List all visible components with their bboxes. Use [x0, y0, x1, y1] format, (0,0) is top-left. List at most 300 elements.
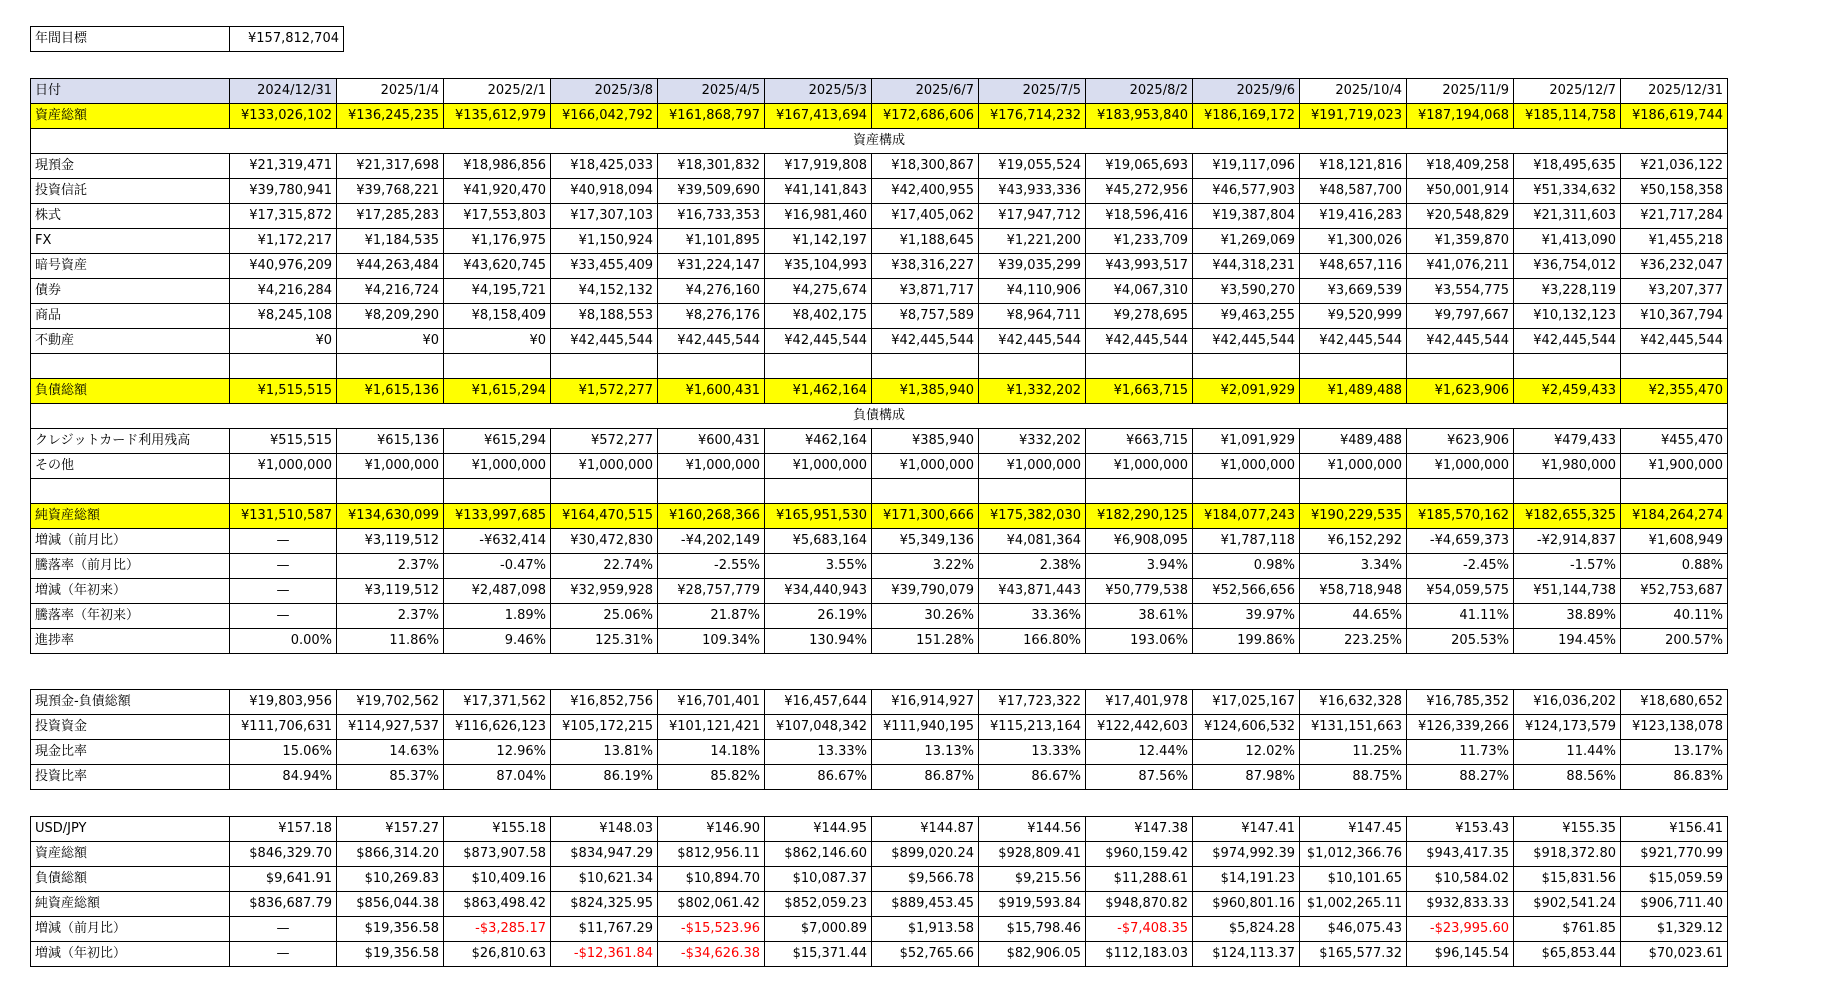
stat-row-cell[interactable]: 11.86%	[337, 629, 444, 654]
stat-row-cell[interactable]: 44.65%	[1300, 604, 1407, 629]
usd-row-cell[interactable]: $921,770.99	[1621, 842, 1728, 867]
cash-row-cell[interactable]: ¥19,803,956	[230, 690, 337, 715]
net-assets-row-cell[interactable]: ¥182,655,325	[1514, 504, 1621, 529]
total-liabilities-row-cell[interactable]: ¥1,462,164	[765, 379, 872, 404]
total-liabilities-row-cell[interactable]: ¥1,663,715	[1086, 379, 1193, 404]
usd-row-cell[interactable]: -$34,626.38	[658, 942, 765, 967]
usd-row-cell[interactable]: $11,288.61	[1086, 867, 1193, 892]
asset-row-label[interactable]: 債券	[31, 279, 230, 304]
cash-row-cell[interactable]: ¥16,701,401	[658, 690, 765, 715]
asset-row-cell[interactable]: ¥1,184,535	[337, 229, 444, 254]
liability-row-cell[interactable]: ¥462,164	[765, 429, 872, 454]
cash-row-cell[interactable]: ¥131,151,663	[1300, 715, 1407, 740]
asset-row-cell[interactable]: ¥1,221,200	[979, 229, 1086, 254]
cash-row-cell[interactable]: 12.96%	[444, 740, 551, 765]
usd-row-cell[interactable]: —	[230, 917, 337, 942]
asset-row-cell[interactable]: ¥3,590,270	[1193, 279, 1300, 304]
usd-row-label[interactable]: 増減（年初比）	[31, 942, 230, 967]
usd-row-cell[interactable]: $802,061.42	[658, 892, 765, 917]
total-assets-row-cell[interactable]: ¥183,953,840	[1086, 104, 1193, 129]
usd-row-cell[interactable]: $873,907.58	[444, 842, 551, 867]
stat-row-cell[interactable]: ¥52,566,656	[1193, 579, 1300, 604]
usd-row-cell[interactable]: $10,584.02	[1407, 867, 1514, 892]
stat-row-cell[interactable]: 25.06%	[551, 604, 658, 629]
cash-row-cell[interactable]: 12.02%	[1193, 740, 1300, 765]
cash-row-cell[interactable]: ¥105,172,215	[551, 715, 658, 740]
stat-row-cell[interactable]: —	[230, 554, 337, 579]
asset-row-label[interactable]: 商品	[31, 304, 230, 329]
cash-row-cell[interactable]: 12.44%	[1086, 740, 1193, 765]
total-assets-row-cell[interactable]: ¥167,413,694	[765, 104, 872, 129]
net-assets-row-cell[interactable]: ¥164,470,515	[551, 504, 658, 529]
stat-row-cell[interactable]: 21.87%	[658, 604, 765, 629]
total-liabilities-row-cell[interactable]: ¥1,615,294	[444, 379, 551, 404]
usd-row-cell[interactable]: $906,711.40	[1621, 892, 1728, 917]
usd-row-cell[interactable]: $10,621.34	[551, 867, 658, 892]
date-header-cell[interactable]: 2025/12/31	[1621, 79, 1728, 104]
total-liabilities-row-cell[interactable]: ¥2,459,433	[1514, 379, 1621, 404]
asset-row-cell[interactable]: ¥21,311,603	[1514, 204, 1621, 229]
annual-goal-value[interactable]: ¥157,812,704	[230, 27, 344, 52]
asset-row-cell[interactable]: ¥42,445,544	[1300, 329, 1407, 354]
cash-row-cell[interactable]: ¥107,048,342	[765, 715, 872, 740]
date-header-cell[interactable]: 2025/11/9	[1407, 79, 1514, 104]
usd-row-cell[interactable]: $889,453.45	[872, 892, 979, 917]
asset-row-cell[interactable]: ¥3,871,717	[872, 279, 979, 304]
asset-row-cell[interactable]: ¥35,104,993	[765, 254, 872, 279]
usd-row-cell[interactable]: $70,023.61	[1621, 942, 1728, 967]
cash-row-cell[interactable]: 11.73%	[1407, 740, 1514, 765]
asset-row-cell[interactable]: ¥43,933,336	[979, 179, 1086, 204]
asset-row-cell[interactable]: ¥42,445,544	[551, 329, 658, 354]
stat-row-cell[interactable]: -2.55%	[658, 554, 765, 579]
usd-row-cell[interactable]: $11,767.29	[551, 917, 658, 942]
cash-row-cell[interactable]: ¥17,025,167	[1193, 690, 1300, 715]
asset-row-cell[interactable]: ¥39,035,299	[979, 254, 1086, 279]
empty-cell[interactable]	[872, 479, 979, 504]
date-header-cell[interactable]: 2025/5/3	[765, 79, 872, 104]
asset-row-cell[interactable]: ¥50,001,914	[1407, 179, 1514, 204]
usd-row-cell[interactable]: $10,269.83	[337, 867, 444, 892]
cash-row-cell[interactable]: ¥111,940,195	[872, 715, 979, 740]
usd-row-cell[interactable]: $948,870.82	[1086, 892, 1193, 917]
stat-row-cell[interactable]: 2.37%	[337, 604, 444, 629]
asset-row-cell[interactable]: ¥9,797,667	[1407, 304, 1514, 329]
usd-row-cell[interactable]: $7,000.89	[765, 917, 872, 942]
cash-row-cell[interactable]: ¥126,339,266	[1407, 715, 1514, 740]
total-liabilities-row-cell[interactable]: ¥2,091,929	[1193, 379, 1300, 404]
date-header-cell[interactable]: 2025/8/2	[1086, 79, 1193, 104]
asset-row-cell[interactable]: ¥8,276,176	[658, 304, 765, 329]
net-assets-row-cell[interactable]: ¥131,510,587	[230, 504, 337, 529]
liability-row-cell[interactable]: ¥615,136	[337, 429, 444, 454]
net-assets-row-cell[interactable]: ¥185,570,162	[1407, 504, 1514, 529]
asset-row-cell[interactable]: ¥42,445,544	[872, 329, 979, 354]
usd-row-cell[interactable]: $9,215.56	[979, 867, 1086, 892]
cash-row-label[interactable]: 現金比率	[31, 740, 230, 765]
usd-row-cell[interactable]: $96,145.54	[1407, 942, 1514, 967]
stat-row-cell[interactable]: 194.45%	[1514, 629, 1621, 654]
usd-row-cell[interactable]: $124,113.37	[1193, 942, 1300, 967]
usd-row-cell[interactable]: $1,002,265.11	[1300, 892, 1407, 917]
asset-row-cell[interactable]: ¥18,596,416	[1086, 204, 1193, 229]
usd-row-cell[interactable]: $15,371.44	[765, 942, 872, 967]
usd-row-cell[interactable]: $918,372.80	[1514, 842, 1621, 867]
net-assets-row-cell[interactable]: ¥165,951,530	[765, 504, 872, 529]
asset-row-cell[interactable]: ¥42,445,544	[1514, 329, 1621, 354]
stat-row-cell[interactable]: 38.61%	[1086, 604, 1193, 629]
total-assets-row-cell[interactable]: ¥185,114,758	[1514, 104, 1621, 129]
usd-row-cell[interactable]: $65,853.44	[1514, 942, 1621, 967]
asset-row-label[interactable]: 現預金	[31, 154, 230, 179]
net-assets-row-cell[interactable]: ¥133,997,685	[444, 504, 551, 529]
stat-row-cell[interactable]: 2.37%	[337, 554, 444, 579]
net-assets-row-cell[interactable]: ¥134,630,099	[337, 504, 444, 529]
stat-row-cell[interactable]: 30.26%	[872, 604, 979, 629]
usd-row-cell[interactable]: $862,146.60	[765, 842, 872, 867]
date-header-cell[interactable]: 2024/12/31	[230, 79, 337, 104]
usd-row-cell[interactable]: $902,541.24	[1514, 892, 1621, 917]
stat-row-cell[interactable]: -¥2,914,837	[1514, 529, 1621, 554]
date-header-cell[interactable]: 2025/12/7	[1514, 79, 1621, 104]
usd-row-cell[interactable]: -$7,408.35	[1086, 917, 1193, 942]
stat-row-cell[interactable]: 3.55%	[765, 554, 872, 579]
cash-row-cell[interactable]: 14.63%	[337, 740, 444, 765]
cash-row-cell[interactable]: 87.56%	[1086, 765, 1193, 790]
asset-row-cell[interactable]: ¥48,587,700	[1300, 179, 1407, 204]
total-assets-row-cell[interactable]: ¥186,169,172	[1193, 104, 1300, 129]
asset-row-cell[interactable]: ¥19,416,283	[1300, 204, 1407, 229]
empty-cell[interactable]	[1193, 479, 1300, 504]
empty-cell[interactable]	[1086, 354, 1193, 379]
asset-row-cell[interactable]: ¥8,964,711	[979, 304, 1086, 329]
usd-row-cell[interactable]: $10,101.65	[1300, 867, 1407, 892]
empty-cell[interactable]	[551, 479, 658, 504]
liability-row-cell[interactable]: ¥663,715	[1086, 429, 1193, 454]
cash-row-cell[interactable]: 86.83%	[1621, 765, 1728, 790]
stat-row-label[interactable]: 騰落率（前月比）	[31, 554, 230, 579]
empty-cell[interactable]	[1086, 479, 1193, 504]
stat-row-cell[interactable]: 26.19%	[765, 604, 872, 629]
empty-cell[interactable]	[765, 354, 872, 379]
stat-row-label[interactable]: 増減（年初来）	[31, 579, 230, 604]
asset-row-cell[interactable]: ¥8,188,553	[551, 304, 658, 329]
asset-row-label[interactable]: 暗号資産	[31, 254, 230, 279]
usd-row-cell[interactable]: $19,356.58	[337, 942, 444, 967]
usd-row-cell[interactable]: $852,059.23	[765, 892, 872, 917]
asset-row-cell[interactable]: ¥1,269,069	[1193, 229, 1300, 254]
asset-row-cell[interactable]: ¥1,188,645	[872, 229, 979, 254]
stat-row-cell[interactable]: —	[230, 579, 337, 604]
liability-row-cell[interactable]: ¥479,433	[1514, 429, 1621, 454]
liability-row-cell[interactable]: ¥1,000,000	[1086, 454, 1193, 479]
asset-row-cell[interactable]: ¥41,920,470	[444, 179, 551, 204]
usd-row-cell[interactable]: ¥144.87	[872, 817, 979, 842]
liability-row-cell[interactable]: ¥1,000,000	[872, 454, 979, 479]
cash-row-cell[interactable]: ¥18,680,652	[1621, 690, 1728, 715]
asset-row-cell[interactable]: ¥18,409,258	[1407, 154, 1514, 179]
stat-row-cell[interactable]: ¥5,683,164	[765, 529, 872, 554]
stat-row-cell[interactable]: -¥4,202,149	[658, 529, 765, 554]
asset-row-cell[interactable]: ¥44,263,484	[337, 254, 444, 279]
cash-row-cell[interactable]: ¥19,702,562	[337, 690, 444, 715]
asset-row-cell[interactable]: ¥8,402,175	[765, 304, 872, 329]
cash-row-cell[interactable]: ¥122,442,603	[1086, 715, 1193, 740]
asset-row-cell[interactable]: ¥3,669,539	[1300, 279, 1407, 304]
liability-row-cell[interactable]: ¥1,000,000	[1407, 454, 1514, 479]
usd-row-cell[interactable]: ¥155.35	[1514, 817, 1621, 842]
asset-row-cell[interactable]: ¥4,275,674	[765, 279, 872, 304]
stat-row-cell[interactable]: ¥3,119,512	[337, 529, 444, 554]
usd-row-cell[interactable]: $15,059.59	[1621, 867, 1728, 892]
asset-row-cell[interactable]: ¥44,318,231	[1193, 254, 1300, 279]
asset-row-cell[interactable]: ¥42,445,544	[765, 329, 872, 354]
empty-cell[interactable]	[444, 479, 551, 504]
stat-row-cell[interactable]: -0.47%	[444, 554, 551, 579]
asset-row-cell[interactable]: ¥46,577,903	[1193, 179, 1300, 204]
empty-cell[interactable]	[1621, 479, 1728, 504]
asset-row-cell[interactable]: ¥17,919,808	[765, 154, 872, 179]
stat-row-cell[interactable]: 1.89%	[444, 604, 551, 629]
empty-cell[interactable]	[658, 354, 765, 379]
asset-row-cell[interactable]: ¥21,036,122	[1621, 154, 1728, 179]
empty-cell[interactable]	[31, 479, 230, 504]
usd-row-cell[interactable]: $960,159.42	[1086, 842, 1193, 867]
stat-row-cell[interactable]: ¥1,608,949	[1621, 529, 1728, 554]
asset-row-cell[interactable]: ¥17,947,712	[979, 204, 1086, 229]
stat-row-cell[interactable]: ¥32,959,928	[551, 579, 658, 604]
cash-row-cell[interactable]: ¥16,852,756	[551, 690, 658, 715]
asset-row-cell[interactable]: ¥42,445,544	[1193, 329, 1300, 354]
usd-row-cell[interactable]: $899,020.24	[872, 842, 979, 867]
liability-row-cell[interactable]: ¥1,000,000	[1193, 454, 1300, 479]
empty-cell[interactable]	[765, 479, 872, 504]
stat-row-cell[interactable]: 205.53%	[1407, 629, 1514, 654]
asset-row-cell[interactable]: ¥1,101,895	[658, 229, 765, 254]
usd-row-cell[interactable]: $932,833.33	[1407, 892, 1514, 917]
stat-row-cell[interactable]: 2.38%	[979, 554, 1086, 579]
usd-row-cell[interactable]: $52,765.66	[872, 942, 979, 967]
cash-row-cell[interactable]: 87.04%	[444, 765, 551, 790]
stat-row-cell[interactable]: -¥632,414	[444, 529, 551, 554]
stat-row-cell[interactable]: ¥34,440,943	[765, 579, 872, 604]
total-assets-row-cell[interactable]: ¥187,194,068	[1407, 104, 1514, 129]
date-header-cell[interactable]: 2025/9/6	[1193, 79, 1300, 104]
usd-row-cell[interactable]: $824,325.95	[551, 892, 658, 917]
liability-section-title[interactable]: 負債構成	[31, 404, 1728, 429]
liability-row-cell[interactable]: ¥332,202	[979, 429, 1086, 454]
asset-row-cell[interactable]: ¥1,176,975	[444, 229, 551, 254]
cash-row-cell[interactable]: 85.37%	[337, 765, 444, 790]
cash-row-cell[interactable]: ¥17,723,322	[979, 690, 1086, 715]
stat-row-cell[interactable]: 3.34%	[1300, 554, 1407, 579]
total-assets-row-cell[interactable]: ¥191,719,023	[1300, 104, 1407, 129]
empty-cell[interactable]	[31, 354, 230, 379]
usd-row-cell[interactable]: ¥155.18	[444, 817, 551, 842]
liability-row-cell[interactable]: ¥1,000,000	[979, 454, 1086, 479]
stat-row-label[interactable]: 騰落率（年初来）	[31, 604, 230, 629]
cash-row-cell[interactable]: ¥101,121,421	[658, 715, 765, 740]
asset-row-cell[interactable]: ¥42,400,955	[872, 179, 979, 204]
asset-row-label[interactable]: FX	[31, 229, 230, 254]
asset-row-cell[interactable]: ¥1,300,026	[1300, 229, 1407, 254]
asset-row-cell[interactable]: ¥18,301,832	[658, 154, 765, 179]
date-header-cell[interactable]: 2025/10/4	[1300, 79, 1407, 104]
liability-row-cell[interactable]: ¥1,900,000	[1621, 454, 1728, 479]
asset-row-cell[interactable]: ¥17,553,803	[444, 204, 551, 229]
stat-row-cell[interactable]: 0.00%	[230, 629, 337, 654]
usd-row-cell[interactable]: $856,044.38	[337, 892, 444, 917]
total-liabilities-row-cell[interactable]: ¥1,332,202	[979, 379, 1086, 404]
liability-row-cell[interactable]: ¥515,515	[230, 429, 337, 454]
asset-row-cell[interactable]: ¥9,520,999	[1300, 304, 1407, 329]
usd-row-cell[interactable]: $836,687.79	[230, 892, 337, 917]
stat-row-cell[interactable]: 0.88%	[1621, 554, 1728, 579]
asset-row-cell[interactable]: ¥42,445,544	[1407, 329, 1514, 354]
total-assets-row-cell[interactable]: ¥161,868,797	[658, 104, 765, 129]
asset-row-cell[interactable]: ¥43,993,517	[1086, 254, 1193, 279]
asset-row-cell[interactable]: ¥18,425,033	[551, 154, 658, 179]
cash-row-cell[interactable]: ¥16,785,352	[1407, 690, 1514, 715]
asset-row-cell[interactable]: ¥38,316,227	[872, 254, 979, 279]
cash-row-cell[interactable]: ¥17,371,562	[444, 690, 551, 715]
asset-row-cell[interactable]: ¥1,142,197	[765, 229, 872, 254]
asset-row-cell[interactable]: ¥21,717,284	[1621, 204, 1728, 229]
empty-cell[interactable]	[979, 354, 1086, 379]
stat-row-cell[interactable]: 193.06%	[1086, 629, 1193, 654]
cash-row-cell[interactable]: 11.25%	[1300, 740, 1407, 765]
cash-row-cell[interactable]: 88.56%	[1514, 765, 1621, 790]
asset-row-cell[interactable]: ¥17,405,062	[872, 204, 979, 229]
asset-row-cell[interactable]: ¥1,413,090	[1514, 229, 1621, 254]
asset-row-cell[interactable]: ¥18,300,867	[872, 154, 979, 179]
net-assets-row-cell[interactable]: ¥171,300,666	[872, 504, 979, 529]
stat-row-cell[interactable]: ¥43,871,443	[979, 579, 1086, 604]
asset-row-cell[interactable]: ¥50,158,358	[1621, 179, 1728, 204]
cash-row-cell[interactable]: 14.18%	[658, 740, 765, 765]
cash-row-cell[interactable]: 86.67%	[765, 765, 872, 790]
usd-row-cell[interactable]: $943,417.35	[1407, 842, 1514, 867]
stat-row-cell[interactable]: ¥5,349,136	[872, 529, 979, 554]
usd-row-cell[interactable]: $812,956.11	[658, 842, 765, 867]
asset-row-cell[interactable]: ¥3,554,775	[1407, 279, 1514, 304]
cash-row-cell[interactable]: ¥17,401,978	[1086, 690, 1193, 715]
usd-row-cell[interactable]: $863,498.42	[444, 892, 551, 917]
asset-row-cell[interactable]: ¥4,110,906	[979, 279, 1086, 304]
usd-row-cell[interactable]: $1,012,366.76	[1300, 842, 1407, 867]
total-assets-row-cell[interactable]: ¥186,619,744	[1621, 104, 1728, 129]
total-liabilities-row-label[interactable]: 負債総額	[31, 379, 230, 404]
usd-row-cell[interactable]: ¥153.43	[1407, 817, 1514, 842]
liability-row-cell[interactable]: ¥489,488	[1300, 429, 1407, 454]
liability-row-cell[interactable]: ¥455,470	[1621, 429, 1728, 454]
stat-row-cell[interactable]: —	[230, 604, 337, 629]
total-assets-row-cell[interactable]: ¥172,686,606	[872, 104, 979, 129]
stat-row-cell[interactable]: 40.11%	[1621, 604, 1728, 629]
cash-row-cell[interactable]: 13.13%	[872, 740, 979, 765]
total-assets-row-cell[interactable]: ¥166,042,792	[551, 104, 658, 129]
liability-row-label[interactable]: クレジットカード利用残高	[31, 429, 230, 454]
stat-row-cell[interactable]: ¥2,487,098	[444, 579, 551, 604]
asset-row-cell[interactable]: ¥17,307,103	[551, 204, 658, 229]
net-assets-row-cell[interactable]: ¥182,290,125	[1086, 504, 1193, 529]
asset-row-cell[interactable]: ¥36,754,012	[1514, 254, 1621, 279]
usd-row-cell[interactable]: $15,798.46	[979, 917, 1086, 942]
cash-row-cell[interactable]: ¥16,036,202	[1514, 690, 1621, 715]
total-liabilities-row-cell[interactable]: ¥1,600,431	[658, 379, 765, 404]
asset-row-cell[interactable]: ¥4,216,284	[230, 279, 337, 304]
usd-row-cell[interactable]: -$15,523.96	[658, 917, 765, 942]
usd-row-cell[interactable]: ¥157.27	[337, 817, 444, 842]
cash-row-cell[interactable]: 13.17%	[1621, 740, 1728, 765]
cash-row-label[interactable]: 現預金-負債総額	[31, 690, 230, 715]
stat-row-cell[interactable]: 3.22%	[872, 554, 979, 579]
cash-row-cell[interactable]: 85.82%	[658, 765, 765, 790]
net-assets-row-cell[interactable]: ¥184,077,243	[1193, 504, 1300, 529]
cash-row-cell[interactable]: 88.75%	[1300, 765, 1407, 790]
empty-cell[interactable]	[658, 479, 765, 504]
usd-row-cell[interactable]: $15,831.56	[1514, 867, 1621, 892]
asset-row-cell[interactable]: ¥16,733,353	[658, 204, 765, 229]
asset-row-cell[interactable]: ¥3,207,377	[1621, 279, 1728, 304]
total-liabilities-row-cell[interactable]: ¥1,623,906	[1407, 379, 1514, 404]
stat-row-cell[interactable]: 22.74%	[551, 554, 658, 579]
date-header-cell[interactable]: 2025/6/7	[872, 79, 979, 104]
empty-cell[interactable]	[1193, 354, 1300, 379]
asset-row-cell[interactable]: ¥19,065,693	[1086, 154, 1193, 179]
asset-row-cell[interactable]: ¥39,509,690	[658, 179, 765, 204]
usd-row-cell[interactable]: $10,894.70	[658, 867, 765, 892]
asset-row-cell[interactable]: ¥18,986,856	[444, 154, 551, 179]
asset-row-cell[interactable]: ¥9,463,255	[1193, 304, 1300, 329]
cash-row-label[interactable]: 投資資金	[31, 715, 230, 740]
usd-row-cell[interactable]: ¥147.45	[1300, 817, 1407, 842]
total-assets-row-cell[interactable]: ¥135,612,979	[444, 104, 551, 129]
annual-goal-label[interactable]: 年間目標	[31, 27, 230, 52]
asset-row-cell[interactable]: ¥19,387,804	[1193, 204, 1300, 229]
usd-row-cell[interactable]: $960,801.16	[1193, 892, 1300, 917]
stat-row-cell[interactable]: ¥4,081,364	[979, 529, 1086, 554]
stat-row-cell[interactable]: —	[230, 529, 337, 554]
stat-row-cell[interactable]: ¥6,908,095	[1086, 529, 1193, 554]
asset-row-cell[interactable]: ¥8,209,290	[337, 304, 444, 329]
cash-row-cell[interactable]: 13.81%	[551, 740, 658, 765]
stat-row-cell[interactable]: 125.31%	[551, 629, 658, 654]
usd-row-label[interactable]: USD/JPY	[31, 817, 230, 842]
asset-row-cell[interactable]: ¥3,228,119	[1514, 279, 1621, 304]
liability-row-cell[interactable]: ¥623,906	[1407, 429, 1514, 454]
asset-section-title[interactable]: 資産構成	[31, 129, 1728, 154]
empty-cell[interactable]	[337, 479, 444, 504]
liability-row-label[interactable]: その他	[31, 454, 230, 479]
net-assets-row-cell[interactable]: ¥184,264,274	[1621, 504, 1728, 529]
asset-row-cell[interactable]: ¥4,067,310	[1086, 279, 1193, 304]
asset-row-cell[interactable]: ¥45,272,956	[1086, 179, 1193, 204]
empty-cell[interactable]	[872, 354, 979, 379]
asset-row-cell[interactable]: ¥39,768,221	[337, 179, 444, 204]
cash-row-cell[interactable]: ¥111,706,631	[230, 715, 337, 740]
stat-row-cell[interactable]: 33.36%	[979, 604, 1086, 629]
empty-cell[interactable]	[1514, 479, 1621, 504]
usd-row-cell[interactable]: $974,992.39	[1193, 842, 1300, 867]
asset-row-cell[interactable]: ¥40,918,094	[551, 179, 658, 204]
empty-cell[interactable]	[1514, 354, 1621, 379]
asset-row-cell[interactable]: ¥48,657,116	[1300, 254, 1407, 279]
stat-row-cell[interactable]: -¥4,659,373	[1407, 529, 1514, 554]
usd-row-cell[interactable]: $919,593.84	[979, 892, 1086, 917]
usd-row-label[interactable]: 純資産総額	[31, 892, 230, 917]
net-assets-row-label[interactable]: 純資産総額	[31, 504, 230, 529]
